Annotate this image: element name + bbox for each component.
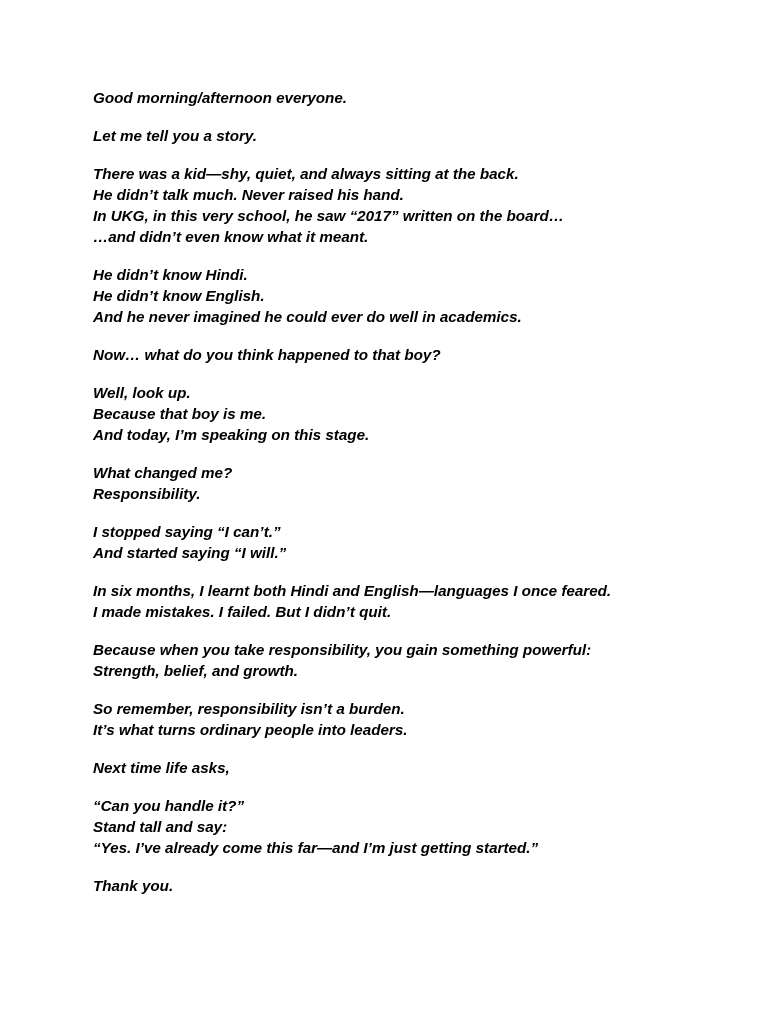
text-line: There was a kid—shy, quiet, and always sitting at the back.: [93, 166, 519, 183]
text-line: Now… what do you think happened to that boy?: [93, 347, 441, 364]
paragraph: [93, 522, 713, 564]
text-line: Next time life asks,: [93, 760, 230, 777]
text-line: Let me tell you a story.: [93, 128, 258, 145]
text-line: Because that boy is me.: [93, 406, 267, 423]
text-line: Thank you.: [93, 878, 174, 895]
text-line: I stopped saying “I can’t.”: [93, 524, 281, 541]
paragraph: [93, 699, 713, 741]
speech-text: [93, 88, 713, 914]
text-line: …and didn’t even know what it meant.: [93, 229, 369, 246]
text-line: He didn’t know English.: [93, 288, 265, 305]
paragraph: [93, 164, 713, 248]
paragraph: [93, 345, 713, 366]
text-line: Strength, belief, and growth.: [93, 663, 299, 680]
text-line: And today, I’m speaking on this stage.: [93, 427, 370, 444]
text-line: He didn’t talk much. Never raised his hand.: [93, 187, 404, 204]
text-line: He didn’t know Hindi.: [93, 267, 248, 284]
text-line: Well, look up.: [93, 385, 191, 402]
paragraph: [93, 640, 713, 682]
paragraph: [93, 383, 713, 446]
text-line: So remember, responsibility isn’t a burden.: [93, 701, 405, 718]
text-line: Responsibility.: [93, 486, 201, 503]
paragraph: [93, 758, 713, 779]
paragraph: [93, 581, 713, 623]
text-line: It’s what turns ordinary people into leaders.: [93, 722, 408, 739]
paragraph: [93, 126, 713, 147]
text-line: “Can you handle it?”: [93, 798, 245, 815]
paragraph: [93, 463, 713, 505]
paragraph: [93, 265, 713, 328]
text-line: And he never imagined he could ever do well in academics.: [93, 309, 522, 326]
text-line: In six months, I learnt both Hindi and English—languages I once feared.: [93, 583, 612, 600]
text-line: Because when you take responsibility, you gain something powerful:: [93, 642, 592, 659]
text-line: I made mistakes. I failed. But I didn’t quit.: [93, 604, 392, 621]
text-line: Stand tall and say:: [93, 819, 228, 836]
text-line: “Yes. I’ve already come this far—and I’m just getting started.”: [93, 840, 539, 857]
text-line: And started saying “I will.”: [93, 545, 287, 562]
paragraph: [93, 796, 713, 859]
paragraph: [93, 88, 713, 109]
text-line: In UKG, in this very school, he saw “2017” written on the board…: [93, 208, 564, 225]
paragraph: [93, 876, 713, 897]
text-line: What changed me?: [93, 465, 233, 482]
text-line: Good morning/afternoon everyone.: [93, 90, 347, 107]
